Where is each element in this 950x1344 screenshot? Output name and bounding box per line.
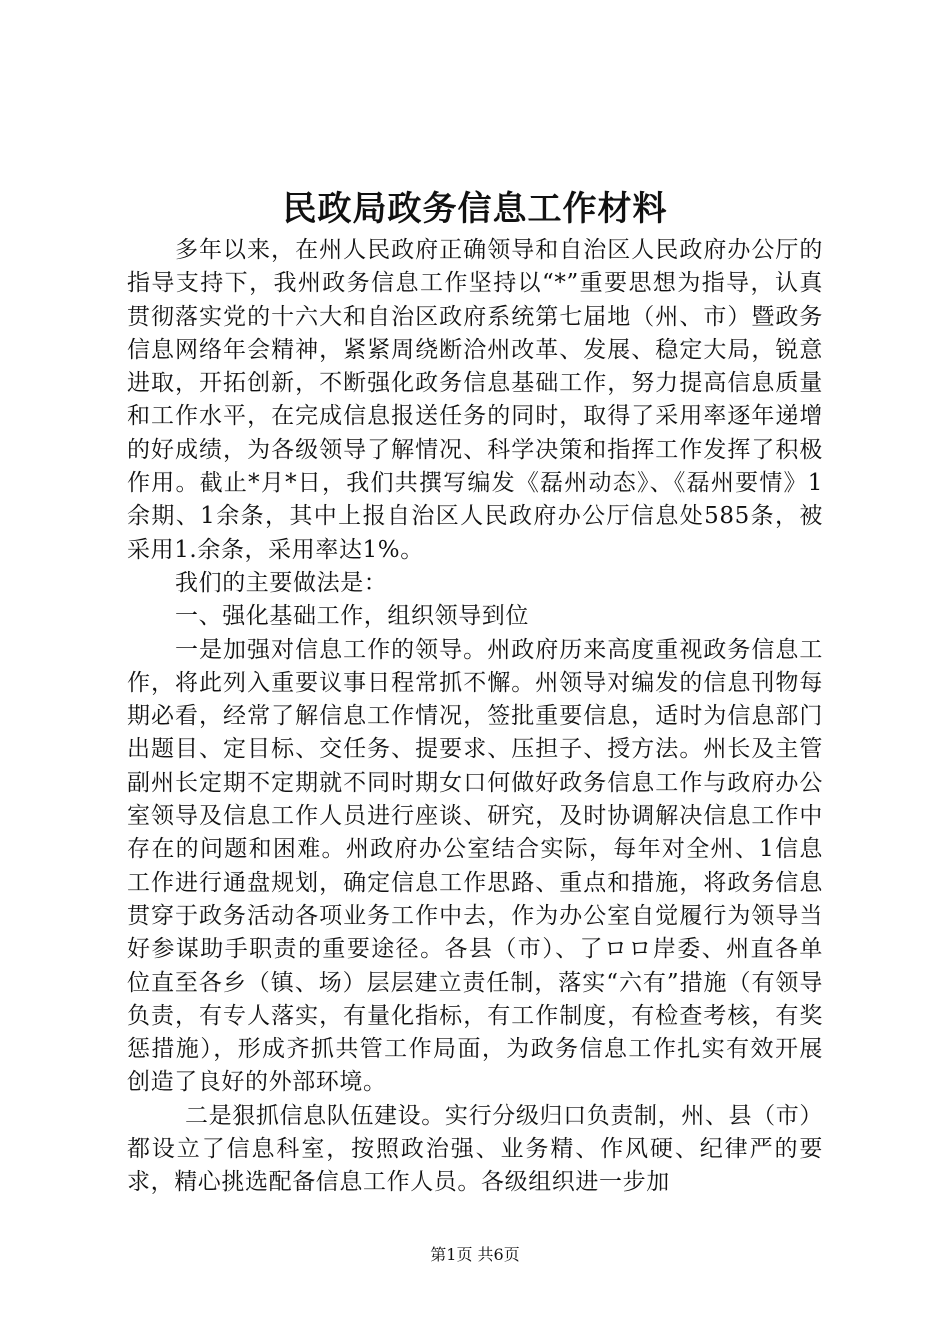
page-footer: 第1页 共6页 bbox=[430, 1245, 520, 1264]
paragraph-intro: 多年以来，在州人民政府正确领导和自治区人民政府办公厅的指导支持下，我州政务信息工作坚持以“*”重要思想为指导，认真贯彻落实党的十六大和自治区政府系统第七届地（州、市）暨政务信息网络年会精神，紧紧周绕断洽州改革、发展、稳定大局，锐意进取，开拓创新，不断强化政务信息基础工作，努力提高信息质量和工作水平，在完成信息报送任务的同时，取得了采用率逐年递增的好成绩，为各级领导了解情况、科学决策和指挥工作发挥了积极作用。截止*月*日，我们共撰写编发《磊州动态》、《磊州要情》1余期、1余条，其中上报自治区人民政府办公厅信息处585条，被采用1.余条，采用率达1%。 bbox=[127, 237, 823, 563]
document-title: 民政局政务信息工作材料 bbox=[282, 189, 668, 229]
paragraph-team-building: 二是狠抓信息队伍建设。实行分级归口负责制，州、县（市）都设立了信息科室，按照政治强、业务精、作风硬、纪律严的要求，精心挑选配备信息工作人员。各级组织进一步加 bbox=[127, 1102, 823, 1196]
document-body bbox=[127, 234, 823, 1200]
paragraph-leadership: 一是加强对信息工作的领导。州政府历来高度重视政务信息工作，将此列入重要议事日程常抓不懈。州领导对编发的信息刊物每期必看，经常了解信息工作情况，签批重要信息，适时为信息部门出题目、定目标、交任务、提要求、压担子、授方法。州长及主管副州长定期不定期就不同时期女口何做好政务信息工作与政府办公室领导及信息工作人员进行座谈、研究，及时协调解决信息工作中存在的问题和困难。州政府办公室结合实际，每年对全州、1信息工作进行通盘规划，确定信息工作思路、重点和措施，将政务信息贯穿于政务活动各项业务工作中去，作为办公室自觉履行为领导当好参谋助手职责的重要途径。各县（市）、了ロロ岸委、州直各单位直至各乡（镇、场）层层建立责任制，落实“六有”措施（有领导负责，有专人落实，有量化指标，有工作制度，有检查考核，有奖惩措施），形成齐抓共管工作局面，为政务信息工作扎实有效开展创造了良好的外部环境。 bbox=[127, 636, 823, 1096]
paragraph-methods-lead: 我们的主要做法是： bbox=[175, 569, 388, 596]
section-heading-1: 一、强化基础工作，组织领导到位 bbox=[175, 603, 529, 630]
